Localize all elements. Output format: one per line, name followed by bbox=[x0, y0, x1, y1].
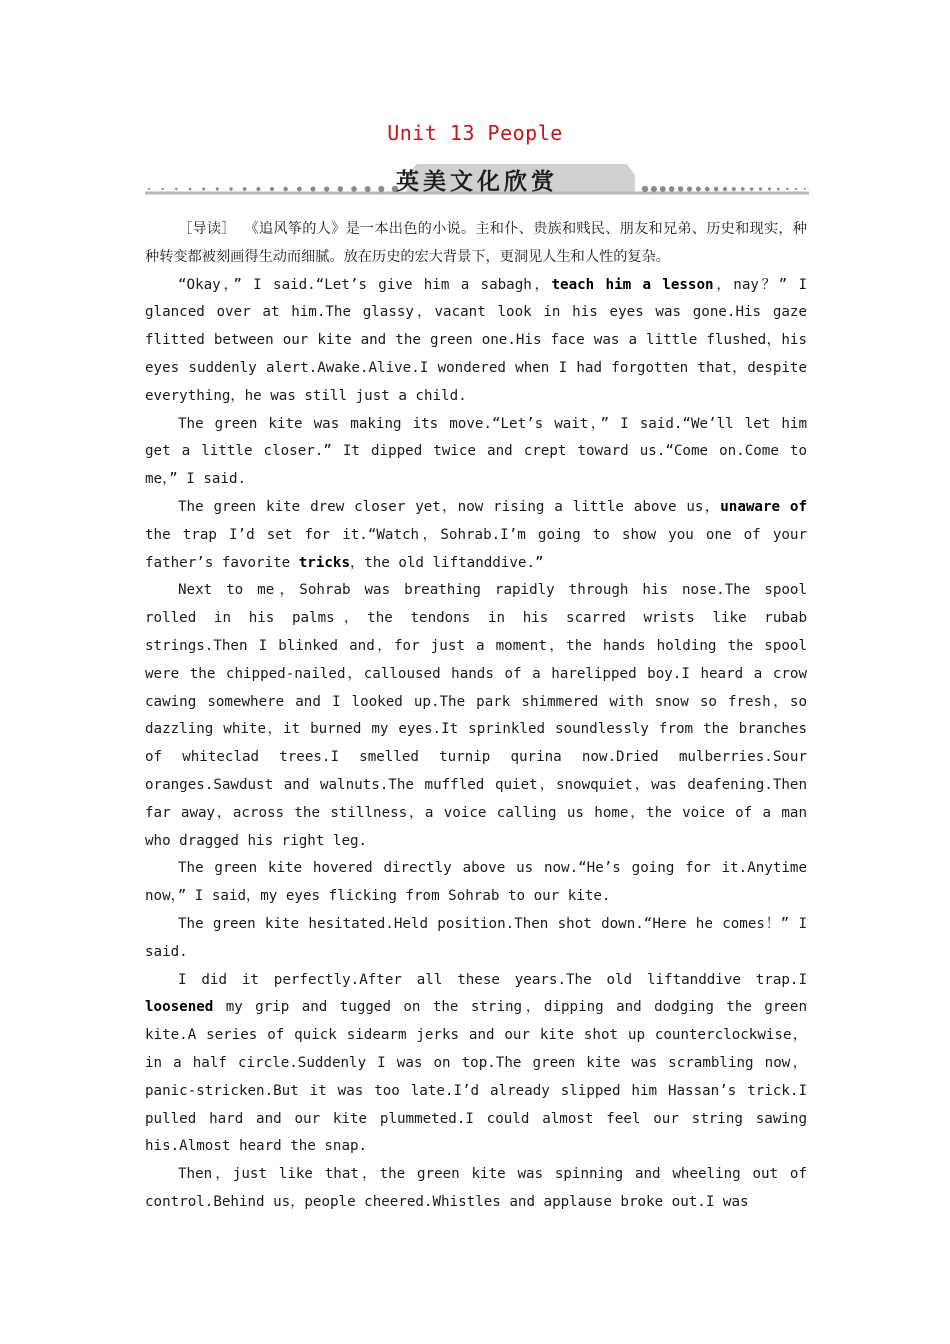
text-run: ［导读］ 《追风筝的人》是一本出色的小说。主和仆、贵族和贱民、朋友和兄弟、历史和现实，种种转变都被刻画得生动而细腻。放在历史的宏大背景下，更洞见人生和人性的复杂。 bbox=[145, 221, 807, 265]
story-paragraph bbox=[145, 967, 807, 1162]
text-run: Then，just like that，the green kite was spinning and wheeling out of control.Behind us，people cheered.Whistles and applause broke out.I was bbox=[145, 1166, 807, 1210]
text-run: the trap I’d set for it.“Watch，Sohrab.I’m going to show you one of your father’s favorite bbox=[145, 526, 807, 571]
text-run: Next to me，Sohrab was breathing rapidly through his nose.The spool rolled in his palms，the tendons in his scarred wrists like rubab strings.Then I blinked and，for just a moment，the hands holding the spool were the chipped-nailed，calloused hands of a harelipped boy.I heard a crow cawing somewhere and I looked up.The park shimmered with snow so fresh，so dazzling white，it burned my eyes.It sprinkled soundlessly from the branches of whiteclad trees.I smelled turnip qurina now.Dried mulberries.Sour oranges.Sawdust and walnuts.The muffled quiet，snowquiet，was deafening.Then far away，across the stillness，a voice calling us home，the voice of a man who dragged his right leg. bbox=[145, 582, 808, 849]
text-run: “Okay，” I said.“Let’s give him a sabagh， bbox=[178, 276, 552, 293]
banner-title: 英美文化欣赏 bbox=[396, 169, 558, 195]
intro-paragraph bbox=[145, 216, 807, 272]
text-run: my grip and tugged on the string，dipping and dodging the green kite.A series of quick sidearm jerks and our kite shot up counterclockwise，in a half circle.Suddenly I was on top.The green kite was scrambling now，panic-stricken.But it was too late.I’d already slipped him Hassan’s trick.I pulled hard and our kite plummeted.I could almost feel our string sawing his.Almost heard the snap. bbox=[145, 999, 807, 1155]
text-run: The green kite hesitated.Held position.Then shot down.“Here he comes！” I said. bbox=[145, 915, 807, 960]
text-run: The green kite hovered directly above us now.“He’s going for it.Anytime now，” I said，my eyes flicking from Sohrab to our kite. bbox=[145, 860, 807, 905]
story-paragraph bbox=[145, 855, 807, 911]
story-paragraph bbox=[145, 272, 807, 411]
text-run: ，the old liftanddive.” bbox=[350, 554, 544, 571]
text-run: The green kite was making its move.“Let’s wait，” I said.“We’ll let him get a little closer.” It dipped twice and crept toward us.“Come on.Come to me，” I said. bbox=[145, 415, 807, 488]
article-body bbox=[145, 216, 807, 1217]
story-paragraph bbox=[145, 1161, 807, 1217]
text-run: ，nay？” I glanced over at him.The glassy，vacant look in his eyes was gone.His gaze flitted between our kite and the green one.His face was a little flushed，his eyes suddenly alert.Awake.Alive.I wondered when I had forgotten that，despite everything，he was still just a child. bbox=[145, 276, 808, 404]
story-paragraph bbox=[145, 577, 807, 855]
text-run: I did it perfectly.After all these years.The old liftanddive trap.I bbox=[178, 971, 807, 988]
story-paragraph bbox=[145, 494, 807, 577]
story-paragraph bbox=[145, 411, 807, 494]
unit-title: Unit 13 People bbox=[387, 121, 563, 145]
highlighted-phrase: tricks bbox=[298, 554, 350, 571]
text-run: The green kite drew closer yet，now rising a little above us， bbox=[178, 498, 721, 515]
highlighted-phrase: loosened bbox=[145, 999, 214, 1016]
story-paragraph bbox=[145, 911, 807, 967]
highlighted-phrase: teach him a lesson bbox=[551, 276, 714, 293]
section-banner bbox=[145, 160, 809, 200]
highlighted-phrase: unaware of bbox=[720, 498, 808, 515]
